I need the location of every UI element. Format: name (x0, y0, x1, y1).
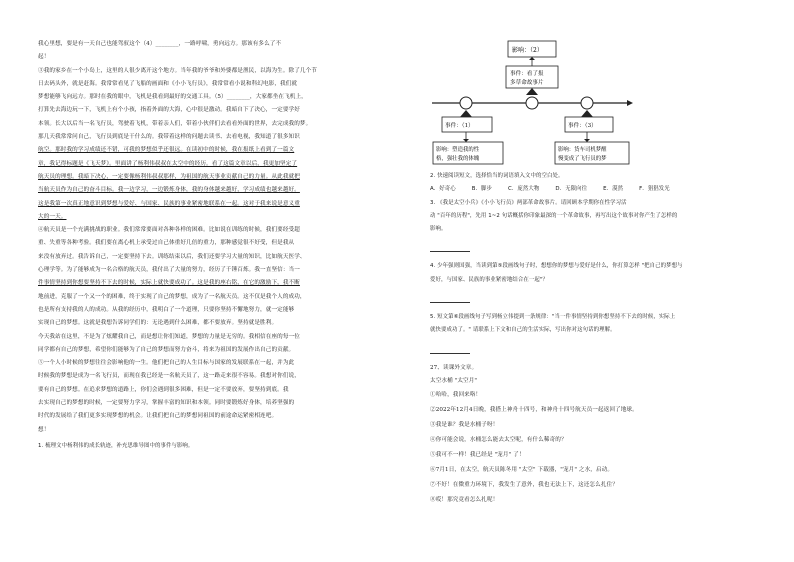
diagram-arrowhead-right (584, 139, 590, 142)
answer-line-3[interactable] (430, 246, 470, 252)
left-column (38, 38, 388, 453)
passage-line: ⑤一个人小时候的梦想往往会影响他的一生。他们把自己的人生目标与国家的发展联系在一起，并为此 (38, 360, 295, 367)
diagram-triangle-right (581, 110, 593, 117)
diagram-effect-left-line1: 影响：塑造我的性 (436, 147, 480, 153)
question-2-options (430, 183, 768, 196)
diagram-event-top-line1: 事件：看了报 (510, 71, 544, 77)
question-27: 27、读课外文章。 (430, 364, 478, 371)
passage-line: 那几天我常常问自己，飞行员到底是干什么的。我带着这样的问题去读书、去看电视，我知道了很多知识 (38, 134, 300, 141)
answer-line-4[interactable] (430, 297, 470, 303)
passage-paragraph: ⑧哎！那究竟看怎么扎呢！ (430, 497, 499, 504)
passage-line: 件事情坚持到你想要坚持不下去的时候，实际上就快要成功了。这是我的座右铭，在它的激励下，我不断 (38, 280, 300, 287)
diagram-effect-right-line1: 影响：货车司机梦醒 (558, 147, 607, 153)
passage-line: 本领。长大以后当一名飞行员，驾驶着飞机，带着亲人们，带着小伙伴们去看看外面的世界，去完成我的梦。 (38, 120, 312, 127)
option-item: A．好奇心 (430, 186, 456, 193)
passage-line: 心理学等。为了能够成为一名合格的航天员，我付出了大量的努力，经历了千锤百炼。我一直坚信：当一 (38, 267, 300, 274)
passage-line: 地前进，克服了一个又一个的困难，终于实现了自己的梦想，成为了一名航天员。这不仅是我个人的成功， (38, 293, 306, 300)
passage-line: 梦想能够飞向远方。那时在我的眼中，飞机是我看到最好的交通工具。（5）________，大家都坐在飞机上， (38, 94, 307, 101)
diagram-node-2 (526, 97, 538, 109)
diagram-event-top-line2: 多草命故事片 (510, 80, 544, 86)
passage-line: 实现自己的梦想。这就是我想告诉同学们的：无论遇到什么困难，都不要放弃。坚持就是胜利。 (38, 320, 278, 327)
passage-line: 今天我站在这里，不是为了炫耀我自己，而是想让你们知道，梦想的力量是无穷的。我相信在座的每一位 (38, 333, 300, 340)
passage-title: 太空水桶 "太空月" (430, 377, 478, 384)
diagram-effect-left-line2: 格，强壮我的体魄 (436, 156, 480, 162)
passage-paragraph: ③我是谁？我是水桶子呀！ (430, 422, 499, 429)
passage-line: 来没有放弃过。我告诉自己，一定要坚持下去。训练结束以后，我们还要学习大量的知识，比如航天医学、 (38, 253, 306, 260)
question-3-line-1: 3. 《我是太空小兵》《小小飞行员》两部革命故事片。请回顾本学期你在性学习活 (430, 199, 627, 206)
option-item: F．猖猖发光 (639, 186, 670, 193)
passage-paragraph: ④你可能会说，水桶怎么能去太空呢，有什么稀奇的？ (430, 437, 567, 444)
passage-line: 章，我记得标题是《飞天梦》。里面讲了杨利伟叔叔在太空中的经历。看了这篇文章以后，我更加坚定了 (38, 160, 298, 167)
passage-line: 重、失重等各种考验。我们要在离心机上承受过自己体重好几倍的重力，那种感觉很不好受，但是我从 (38, 240, 295, 247)
question-3-line-3: 影响。 (430, 226, 447, 233)
right-column (430, 170, 768, 508)
diagram-triangle-top (526, 88, 538, 95)
passage-line: 时代的发展给了我们更多实现梦想的机会。让我们把自己的梦想同祖国的前途命运紧密相连吧。 (38, 413, 278, 420)
question-5-line-2: 就快要成功了。" 请联系上下文和自己的生活实际，写出你对这句话的理解。 (430, 327, 616, 334)
passage-line: 日去码头外，就是赶海。我常常看见了飞船的画面和《小小飞行员》，我常常看小说和科幻电影，我们就 (38, 80, 298, 87)
passage-line: 大的一天。 (38, 213, 67, 220)
question-1: 1. 梳理文中杨利伟的成长轨迹，补充思维导图中的事件与影响。 (38, 442, 194, 449)
passage-paragraph: ②2022年12月4日晚，我搭上神舟十四号，和神舟十四号航天员一起返回了地球。 (430, 407, 638, 414)
diagram-top-box-text: 影响：（2） (512, 47, 543, 54)
passage-line: 去实现自己的梦想的时候，一定要努力学习，掌握丰富的知识和本领。同时要锻炼好身体，培养坚强的 (38, 400, 295, 407)
answer-line-5[interactable] (430, 348, 470, 354)
passage-line: 也是所有支持我的人的成功。从我的经历中，我明白了一个道理，只要你坚持不懈地努力，就一定能够 (38, 306, 295, 313)
passage-line: 打算先去海边玩一下，飞机上有个小孩，指着外面的大海，心中很是激动。我暗自下了决心，一定要学好 (38, 107, 300, 114)
diagram-event-right-text: 事件：（3） (568, 123, 597, 129)
passage-line: 这是我第一次真正地意识到梦想与爱好、与国家、民族的事业紧密地联系在一起。这对于我来说是意义重 (38, 200, 300, 207)
diagram-arrowhead-up (529, 57, 535, 60)
option-item: E．漠然 (603, 186, 624, 193)
diagram-node-3 (581, 97, 593, 109)
passage-paragraph: ①哈哈，我回来咯！ (430, 392, 482, 399)
diagram-effect-right-line2: 慢变成了飞行员的梦 (558, 156, 607, 162)
passage-line: 想！ (38, 426, 50, 433)
passage-line: 时候我的梦想是成为一名飞行员，而现在我已经是一名航天员了，这一路走来很不容易。我想对你们说， (38, 373, 300, 380)
passage-line: ③我的家乡在一个小岛上，这里的人很少离开这个地方。当年我的爷爷和外婆都是渔民，以海为生。除了几个节 (38, 67, 317, 74)
diagram-event-left-text: 事件：（1） (445, 123, 474, 129)
diagram-triangle-left (460, 110, 472, 117)
passage-body (430, 388, 768, 508)
mind-map-diagram (430, 38, 635, 168)
passage-line: 要有自己的梦想。在追求梦想的道路上，你们会遇到很多困难，但是一定不要放弃，要坚持到底。我 (38, 386, 289, 393)
option-item: D．无限向往 (555, 186, 588, 193)
option-item: B．脚步 (471, 186, 493, 193)
passage-line: 起！ (38, 54, 50, 61)
passage-line: 航空。那时我的学习成绩还不错，可我的梦想似乎还很远。在读初中的时候，我在报纸上看到了一篇文 (38, 147, 295, 154)
passage-line: 同学都有自己的梦想，希望你们能够为了自己的梦想而努力奋斗，将来为祖国的发展作出自己的贡献。 (38, 346, 295, 353)
question-4-line-2: 爱好，与国家、民族的事业紧密地结合在一起"？ (430, 276, 548, 283)
passage-paragraph: ⑥7月1日，在太空，航天员陈冬用 "太空" 下载器，"宠月" 之水，启动。 (430, 467, 614, 474)
option-item: C．庞然大物 (508, 186, 540, 193)
passage-line: 我心里想，要是有一天自己也能驾驭这个（4）________，一路呼啸，勇向远方。那该有多么了不 (38, 41, 282, 47)
passage-paragraph: ⑤我可不一样！我已经是 "宠月" 了！ (430, 452, 525, 459)
passage-line: ④航天员是一个充满挑战的职业。我们常常要面对各种各样的困难。比如说在训练的时候，我们要经受超 (38, 227, 300, 234)
diagram-timeline-arrowhead (627, 100, 633, 106)
question-2: 2. 快速阅读短文，选择恰当的词语填入文中的空白处。 (430, 173, 564, 179)
question-4-line-1: 4. 少年强则国强，当读到第⑤段画线句子时，想想你的梦想与爱好是什么，你打算怎样 "把自己的梦想与 (430, 263, 683, 270)
question-5-line-1: 5. 短文第⑥段画线句子写到杨立伟提到一条规律："当一件事情坚持到你想坚持不下去的时候，实际上 (430, 314, 676, 321)
passage-paragraph: ⑦不好！在微重力环境下，我发生了意外，我也无法上下，这还怎么扎住？ (430, 482, 618, 489)
diagram-node-1 (460, 97, 472, 109)
diagram-arrowhead-left (463, 139, 469, 142)
passage-line: 当航天员作为自己的奋斗目标。我一边学习，一边锻炼身体，我的身体越来越好，学习成绩也越来越好。 (38, 187, 300, 194)
question-3-line-2: 动 "百年的历程"，先用 1~2 句话概括你印象最深的一个革命故事，再写出这个故事对你产生了怎样的 (430, 212, 678, 219)
passage-line: 航天员的理想。我暗下决心，一定要像杨利伟叔叔那样，为祖国的航天事业贡献自己的力量。从此我就把 (38, 173, 300, 180)
